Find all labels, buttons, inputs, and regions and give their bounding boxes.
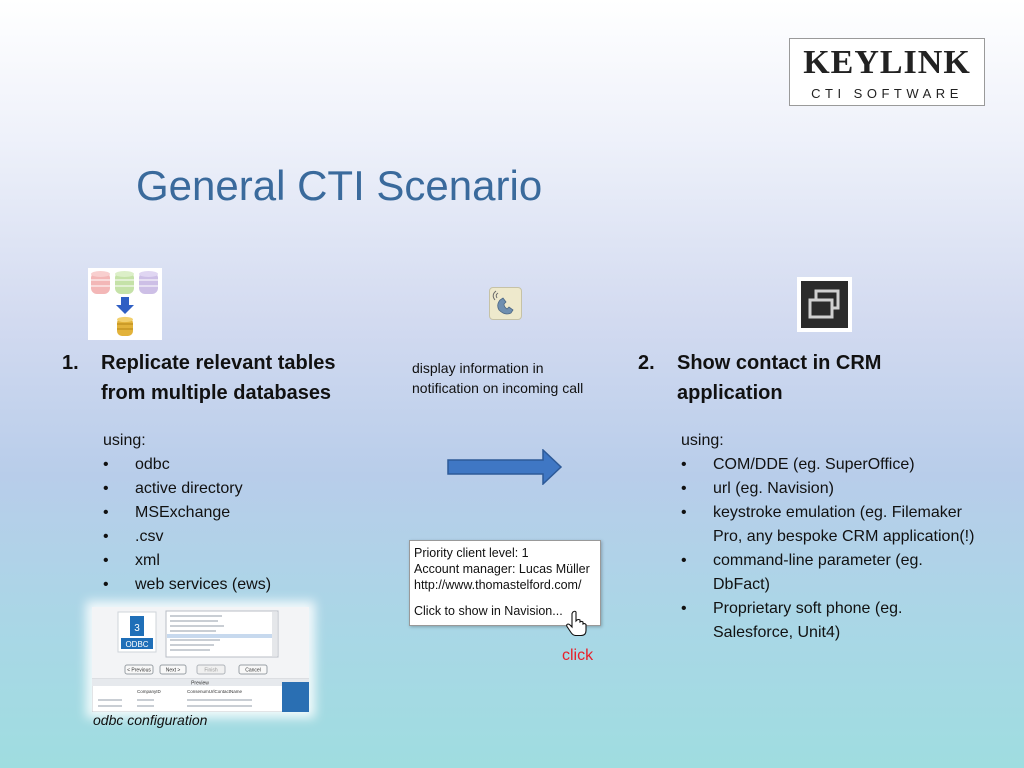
list-item: • xml (103, 549, 343, 573)
right-heading-number: 2. (638, 352, 655, 374)
odbc-col1: CompanyID (137, 689, 161, 694)
phone-icon (489, 287, 522, 320)
odbc-next-button: Next > (165, 667, 181, 674)
left-heading-line1: Replicate relevant tables (101, 352, 336, 374)
odbc-finish-button: Finish (204, 667, 218, 674)
odbc-badge-label: ODBC (125, 640, 149, 649)
popup-url[interactable]: http://www.thomastelford.com/ (414, 578, 582, 592)
list-item: • active directory (103, 477, 343, 501)
list-item: • keystroke emulation (eg. Filemaker Pro, any bespoke CRM application(!) (681, 501, 981, 549)
notification-note (412, 358, 622, 398)
right-heading-line2: application (677, 382, 783, 404)
list-item: • command-line parameter (eg. DbFact) (681, 549, 981, 597)
click-label: click (562, 647, 594, 664)
right-heading (638, 348, 938, 410)
logo-tagline: CTI SOFTWARE (811, 86, 963, 101)
popup-show-in-navision[interactable]: Click to show in Navision... (414, 604, 563, 618)
left-method-list (103, 453, 343, 597)
right-heading-line1: Show contact in CRM (677, 352, 882, 374)
list-item: • .csv (103, 525, 343, 549)
list-item: • url (eg. Navision) (681, 477, 981, 501)
left-using-label: using: (103, 432, 146, 449)
left-heading-line2: from multiple databases (101, 382, 332, 404)
popup-account-manager: Account manager: Lucas Müller (414, 562, 590, 576)
left-methods (103, 429, 343, 597)
notification-note-line2: notification on incoming call (412, 380, 584, 396)
odbc-caption: odbc configuration (93, 712, 208, 728)
flow-arrow (447, 449, 563, 485)
right-using-label: using: (681, 432, 724, 449)
list-item: • web services (ews) (103, 573, 343, 597)
database-replication-icon (88, 268, 162, 340)
list-item: • Proprietary soft phone (eg. Salesforce, Unit4) (681, 597, 981, 645)
list-item: • odbc (103, 453, 343, 477)
odbc-cancel-button: Cancel (245, 667, 261, 674)
odbc-configuration-screenshot (92, 607, 309, 712)
right-method-list (681, 453, 981, 645)
odbc-previous-button: < Previous (127, 667, 151, 674)
notification-note-line1: display information in (412, 360, 544, 376)
list-item: • MSExchange (103, 501, 343, 525)
slide-title: General CTI Scenario (136, 162, 543, 209)
odbc-badge-number: 3 (134, 623, 140, 634)
odbc-preview-label: Preview (191, 680, 209, 687)
left-heading (62, 348, 382, 410)
crm-window-icon (797, 277, 852, 332)
logo-wordmark: KEYLINK (803, 44, 971, 81)
hand-cursor-icon (566, 610, 588, 636)
popup-priority: Priority client level: 1 (414, 546, 529, 560)
list-item: • COM/DDE (eg. SuperOffice) (681, 453, 981, 477)
left-heading-number: 1. (62, 352, 79, 374)
keylink-logo (789, 38, 985, 106)
right-methods (681, 429, 981, 645)
odbc-col2: ConsenumUrlContactName (187, 689, 243, 694)
